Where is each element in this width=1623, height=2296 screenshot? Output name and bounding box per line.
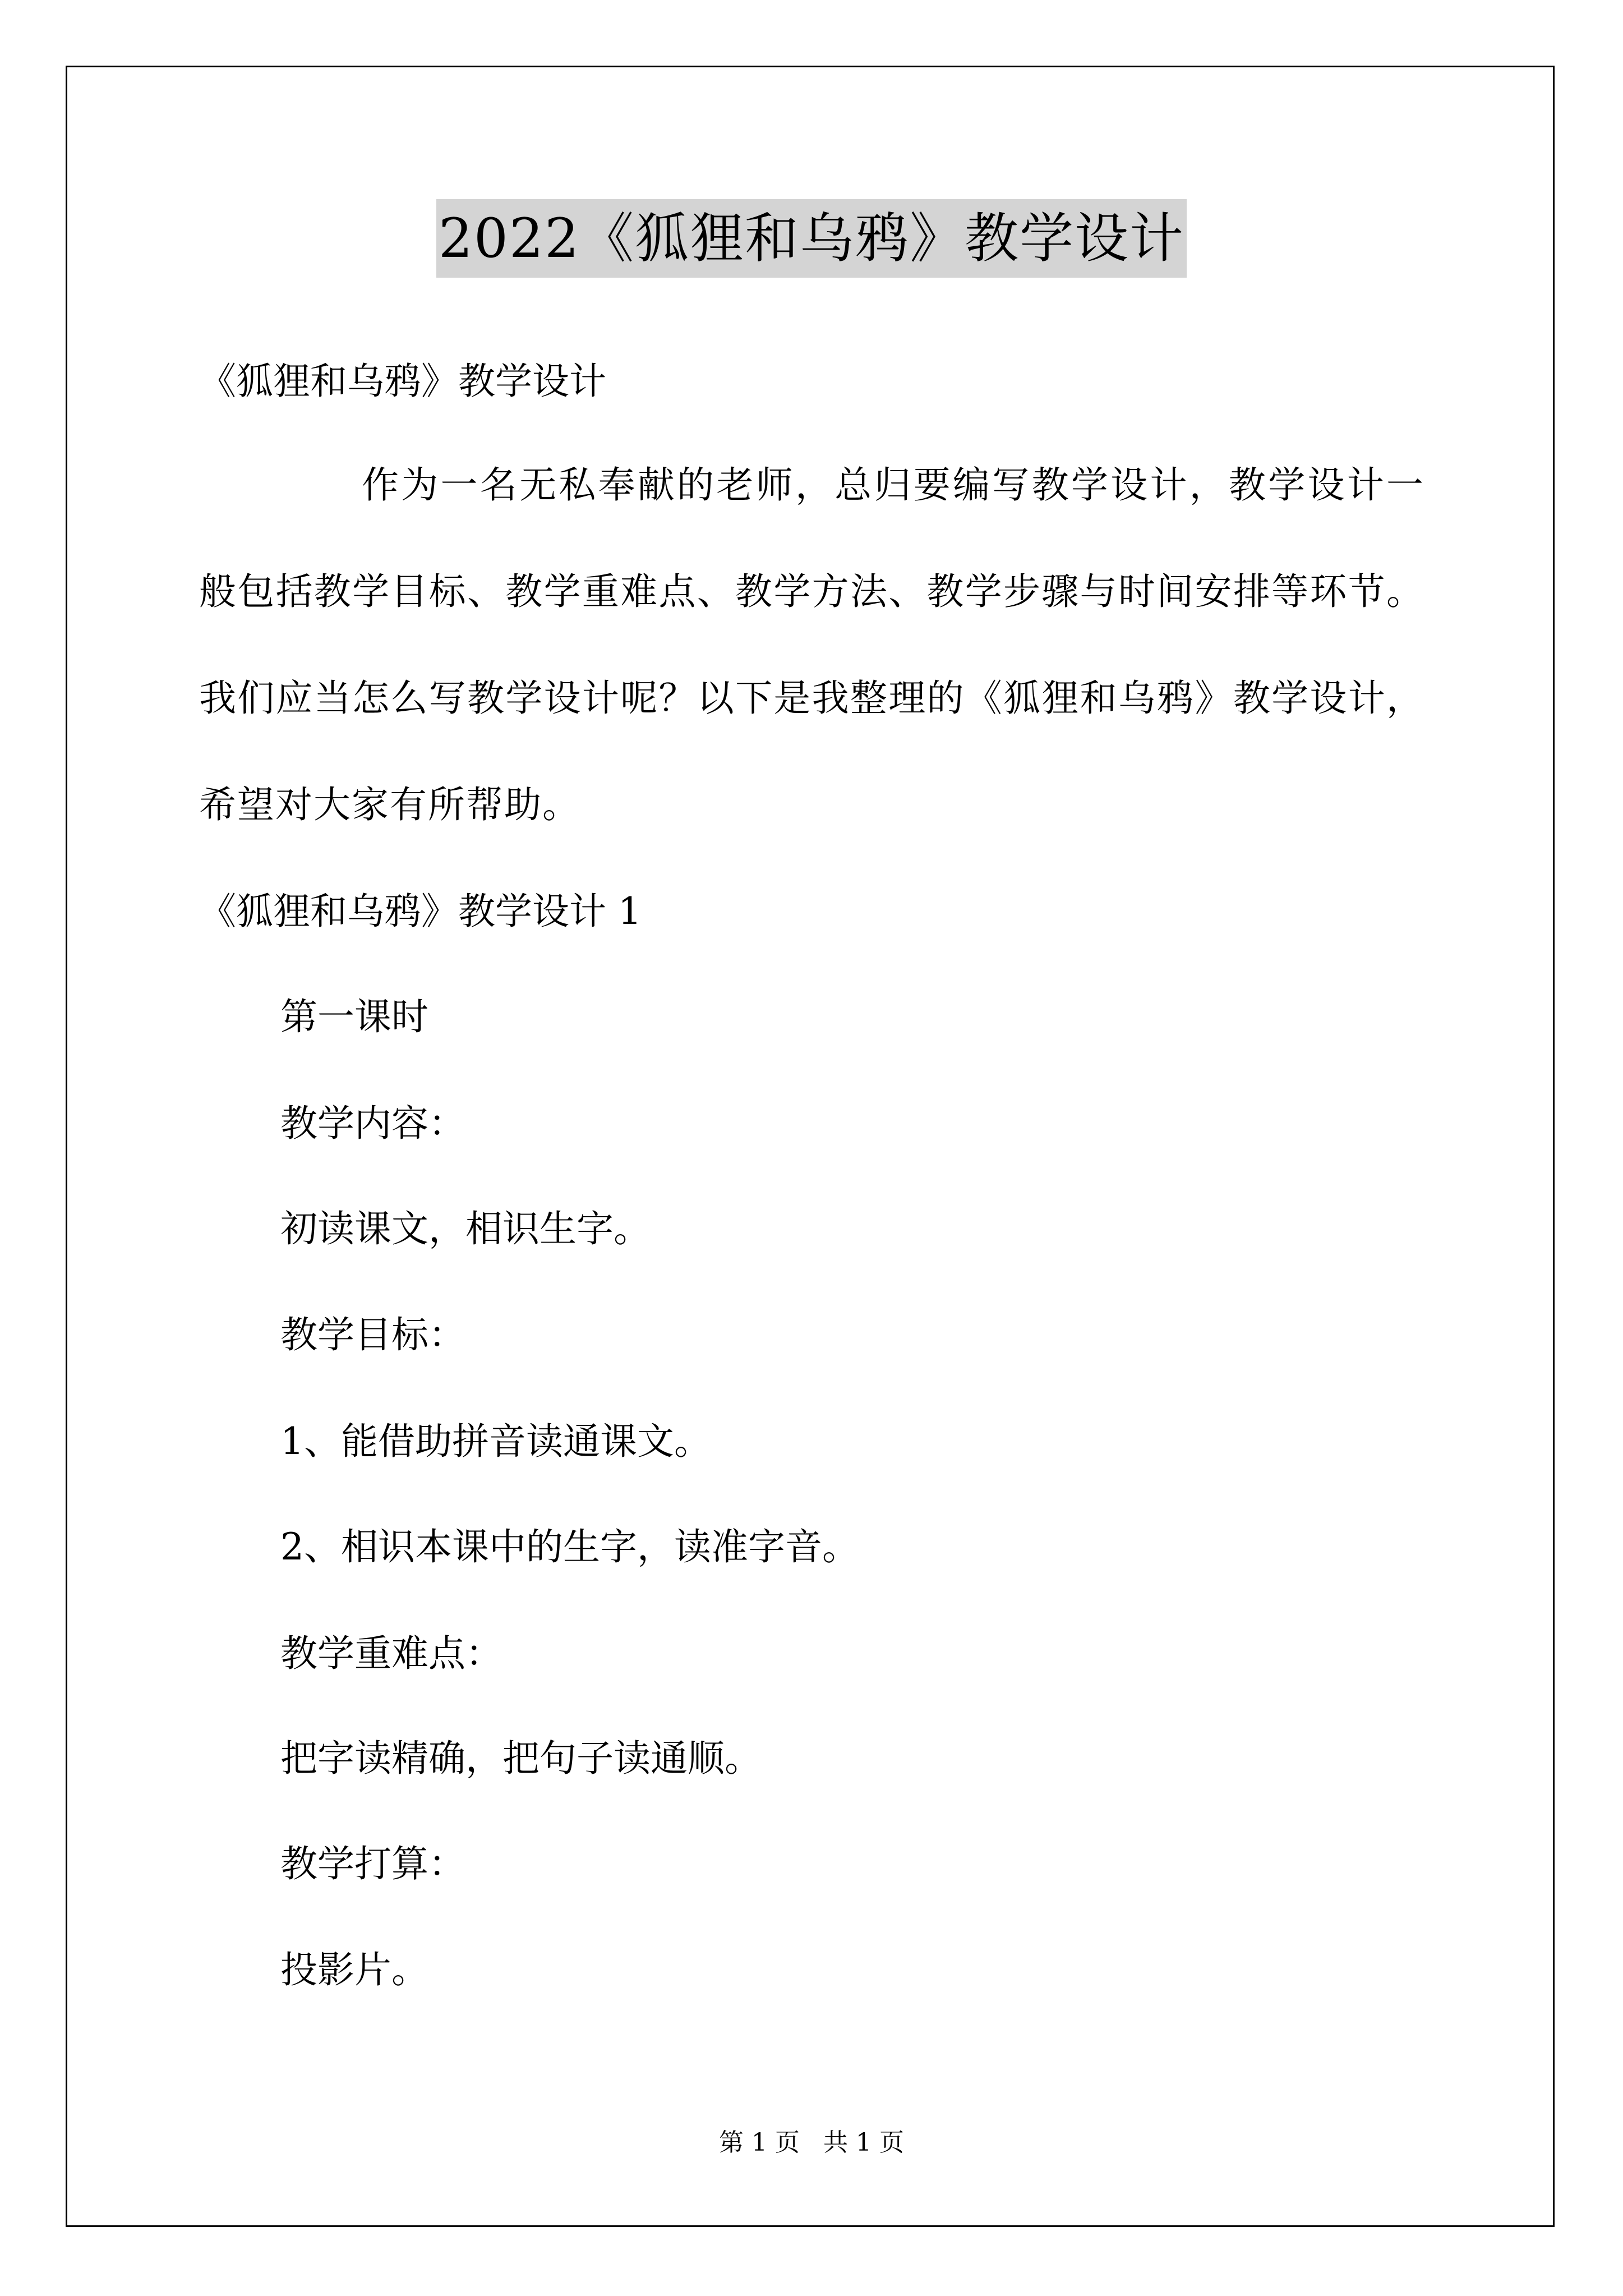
content-line: 教学内容：	[280, 1102, 465, 1145]
content-line: 初读课文，相识生字。	[280, 1207, 651, 1250]
page-number: 第 1 页	[719, 2128, 800, 2157]
page-total: 共 1 页	[823, 2128, 904, 2157]
document-subtitle: 《狐狸和乌鸦》教学设计	[199, 360, 606, 403]
content-line: 把字读精确，把句子读通顺。	[280, 1737, 762, 1780]
title-container	[0, 199, 1623, 278]
content-line: 投影片。	[280, 1948, 428, 1991]
content-line: 教学目标：	[280, 1313, 465, 1356]
intro-paragraph: 作为一名无私奉献的老师，总归要编写教学设计，教学设计一般包括教学目标、教学重难点、教学方法、教学步骤与时间安排等环节。我们应当怎么写教学设计呢？以下是我整理的《狐狸和乌鸦》教学设计，希望对大家有所帮助。	[199, 463, 1424, 826]
content-line: 2、相识本课中的生字，读准字音。	[280, 1525, 859, 1568]
content-line: 教学打算：	[280, 1842, 465, 1885]
content-line: 第一课时	[280, 995, 428, 1038]
document-title: 2022《狐狸和乌鸦》教学设计	[436, 199, 1187, 278]
content-line: 教学重难点：	[280, 1632, 502, 1675]
page-footer	[0, 2126, 1623, 2160]
content-line: 1、能借助拼音读通课文。	[280, 1420, 711, 1463]
section-heading: 《狐狸和乌鸦》教学设计 1	[199, 890, 642, 933]
